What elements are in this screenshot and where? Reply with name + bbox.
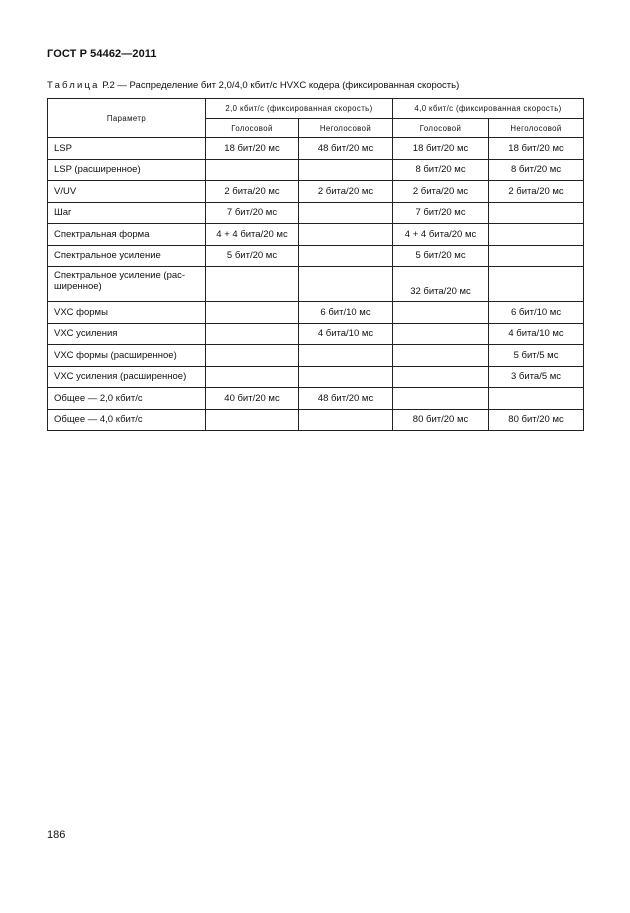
group-header-2kbps: 2,0 кбит/с (фиксированная скорость): [206, 99, 393, 119]
row-value: [299, 345, 393, 367]
table-row: [48, 245, 584, 267]
table-row: [48, 409, 584, 431]
subheader-unvoiced-4kbps: Неголосовой: [489, 119, 584, 138]
subheader-unvoiced-2kbps: Неголосовой: [299, 119, 393, 138]
row-value: 8 бит/20 мс: [489, 159, 584, 181]
table-row: [48, 302, 584, 324]
row-value: 32 бита/20 мс: [393, 267, 489, 302]
row-value: 18 бит/20 мс: [489, 138, 584, 160]
row-value: [299, 224, 393, 246]
row-value: 18 бит/20 мс: [206, 138, 299, 160]
row-value: [393, 302, 489, 324]
row-value: [206, 366, 299, 388]
row-parameter: LSP (расширенное): [48, 159, 206, 181]
row-value: 4 + 4 бита/20 мс: [393, 224, 489, 246]
row-value: 80 бит/20 мс: [393, 409, 489, 431]
row-value: 7 бит/20 мс: [393, 202, 489, 224]
row-parameter: V/UV: [48, 181, 206, 203]
row-value: 80 бит/20 мс: [489, 409, 584, 431]
subheader-voiced-4kbps: Голосовой: [393, 119, 489, 138]
row-value: [299, 245, 393, 267]
row-value: 40 бит/20 мс: [206, 388, 299, 410]
row-value: [206, 159, 299, 181]
row-value: [393, 388, 489, 410]
row-value: 4 + 4 бита/20 мс: [206, 224, 299, 246]
row-value: [206, 345, 299, 367]
table-row: [48, 345, 584, 367]
table-row: [48, 181, 584, 203]
table-body: [48, 138, 584, 431]
row-value: [206, 409, 299, 431]
row-parameter: VXC усиления (расширенное): [48, 366, 206, 388]
row-value: 5 бит/20 мс: [206, 245, 299, 267]
row-parameter: VXC усиления: [48, 323, 206, 345]
row-value: [299, 366, 393, 388]
row-value: [393, 345, 489, 367]
row-value: 2 бита/20 мс: [299, 181, 393, 203]
row-value: 5 бит/5 мс: [489, 345, 584, 367]
row-value: [489, 202, 584, 224]
table-row: [48, 323, 584, 345]
row-parameter: Спектральное усиление (рас- ширенное): [48, 267, 206, 302]
row-value: [206, 323, 299, 345]
row-value: 2 бита/20 мс: [206, 181, 299, 203]
document-header: ГОСТ Р 54462—2011: [47, 48, 157, 60]
row-parameter: Общее — 4,0 кбит/с: [48, 409, 206, 431]
row-value: [299, 159, 393, 181]
row-value: [393, 323, 489, 345]
row-parameter: LSP: [48, 138, 206, 160]
table-row: [48, 366, 584, 388]
row-value: 5 бит/20 мс: [393, 245, 489, 267]
row-value: 4 бита/10 мс: [489, 323, 584, 345]
row-value: 6 бит/10 мс: [299, 302, 393, 324]
row-parameter: VXC формы (расширенное): [48, 345, 206, 367]
table-row: [48, 138, 584, 160]
table-row: [48, 202, 584, 224]
row-parameter: VXC формы: [48, 302, 206, 324]
row-parameter: Спектральная форма: [48, 224, 206, 246]
caption-text: Р.2 — Распределение бит 2,0/4,0 кбит/с HVXC кодера (фиксированная скорость): [99, 80, 460, 91]
row-value: [299, 409, 393, 431]
row-value: [489, 388, 584, 410]
row-value: [489, 245, 584, 267]
row-value: 7 бит/20 мс: [206, 202, 299, 224]
group-header-4kbps: 4,0 кбит/с (фиксированная скорость): [393, 99, 584, 119]
subheader-voiced-2kbps: Голосовой: [206, 119, 299, 138]
row-value: 48 бит/20 мс: [299, 138, 393, 160]
row-value: [299, 202, 393, 224]
row-parameter: Общее — 2,0 кбит/с: [48, 388, 206, 410]
table-caption: [47, 80, 459, 91]
row-value: 6 бит/10 мс: [489, 302, 584, 324]
row-parameter: Шаг: [48, 202, 206, 224]
row-value: 3 бита/5 мс: [489, 366, 584, 388]
bit-allocation-table: [47, 98, 584, 431]
row-value: [206, 267, 299, 302]
row-value: 4 бита/10 мс: [299, 323, 393, 345]
row-value: [393, 366, 489, 388]
row-value: 48 бит/20 мс: [299, 388, 393, 410]
row-parameter: Спектральное усиление: [48, 245, 206, 267]
row-value: 2 бита/20 мс: [489, 181, 584, 203]
row-value: [206, 302, 299, 324]
param-header: Параметр: [48, 99, 206, 138]
table-row: [48, 267, 584, 302]
row-value: 8 бит/20 мс: [393, 159, 489, 181]
row-value: 2 бита/20 мс: [393, 181, 489, 203]
table-row: [48, 388, 584, 410]
row-value: [299, 267, 393, 302]
table-row: [48, 224, 584, 246]
row-value: 18 бит/20 мс: [393, 138, 489, 160]
table-row: [48, 159, 584, 181]
row-value: [489, 224, 584, 246]
page-number: 186: [47, 829, 66, 841]
row-value: [489, 267, 584, 302]
caption-label: Таблица: [47, 80, 100, 91]
